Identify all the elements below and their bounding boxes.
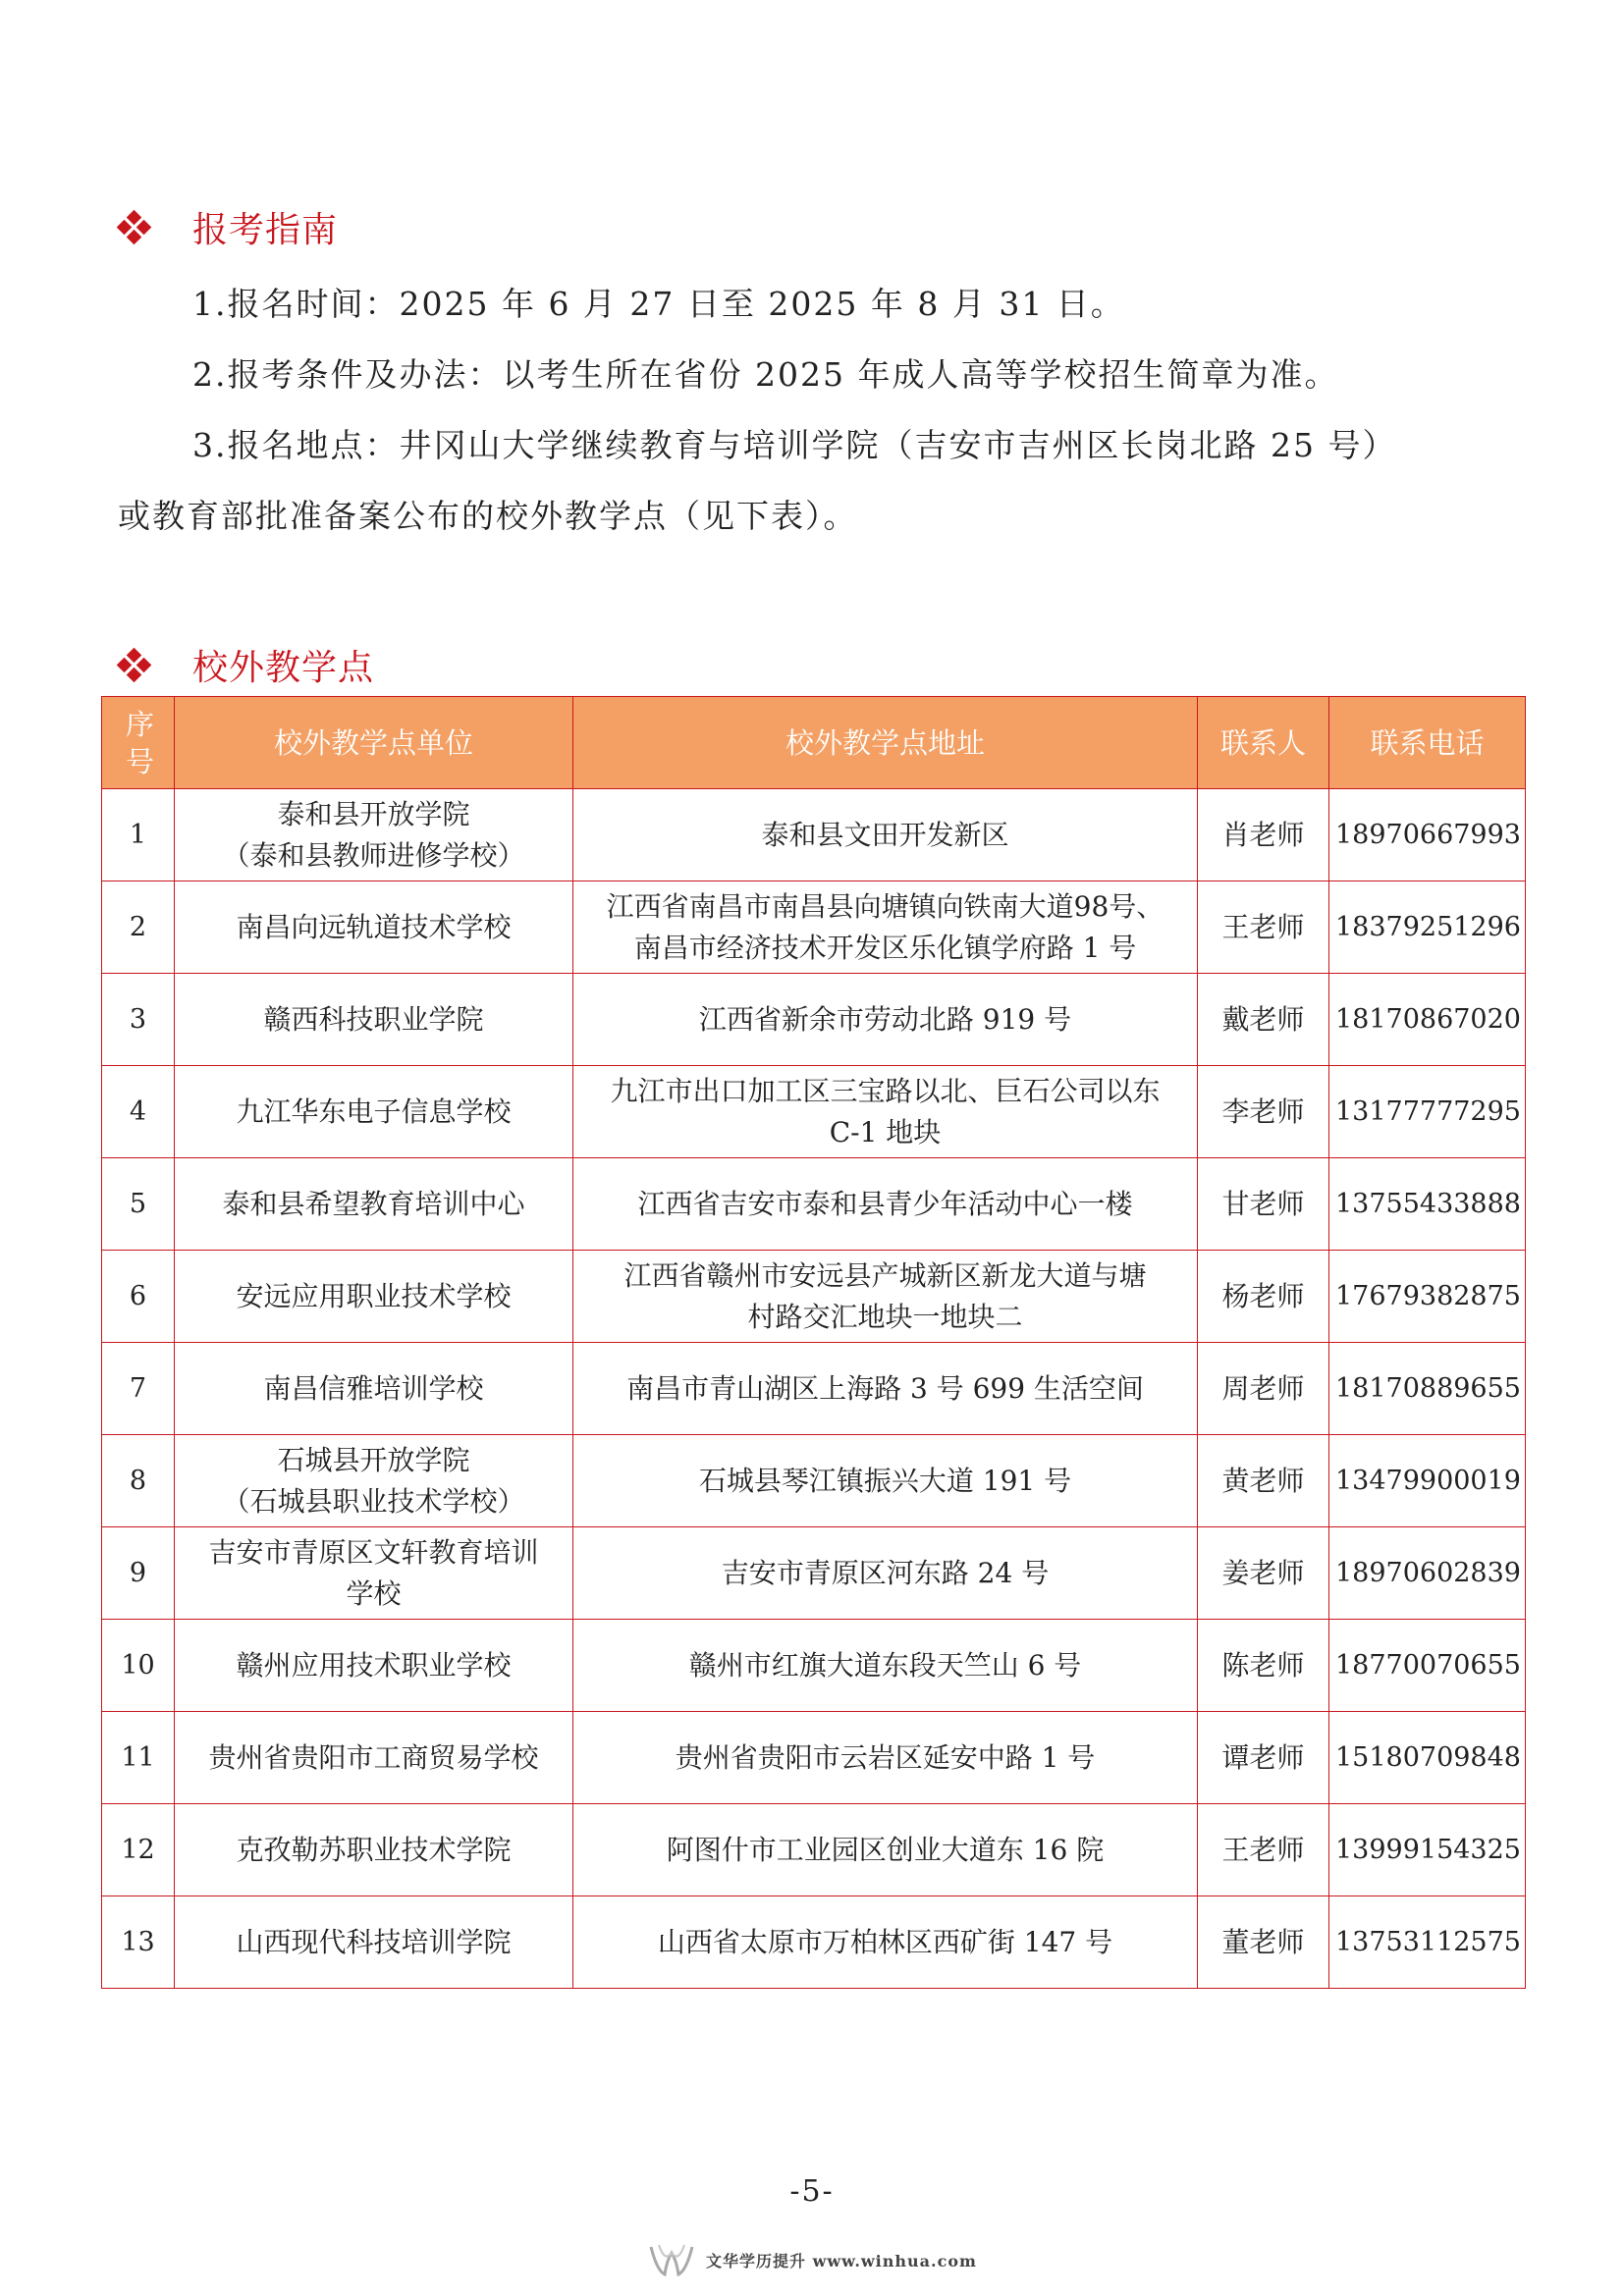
cell-no: 11: [102, 1712, 175, 1804]
guide-item: 2.报考条件及办法：以考生所在省份 2025 年成人高等学校招生简章为准。: [192, 355, 1339, 394]
guide-body: [118, 269, 1512, 552]
guide-heading: [118, 202, 338, 252]
table-row: [102, 881, 1526, 974]
cell-contact: 李老师: [1198, 1066, 1329, 1158]
unit-line: 泰和县开放学院: [277, 797, 470, 830]
table-row: [102, 1066, 1526, 1158]
cell-phone: 13177777295: [1329, 1066, 1526, 1158]
cell-contact: 杨老师: [1198, 1251, 1329, 1343]
points-heading: [118, 640, 374, 690]
cell-no: 9: [102, 1527, 175, 1620]
cell-address: [573, 1620, 1198, 1712]
address-line: 江西省南昌市南昌县向塘镇向铁南大道98号、: [606, 889, 1164, 923]
cell-unit: [175, 1435, 573, 1527]
table-row: [102, 1896, 1526, 1989]
cell-contact: 董老师: [1198, 1896, 1329, 1989]
points-title: 校外教学点: [192, 648, 375, 688]
cell-unit: [175, 1620, 573, 1712]
address-line: 村路交汇地块一地块二: [747, 1300, 1023, 1333]
table-row: [102, 789, 1526, 881]
table-header-row: [102, 697, 1526, 789]
cell-no: 6: [102, 1251, 175, 1343]
cell-phone: 15180709848: [1329, 1712, 1526, 1804]
cell-no: 4: [102, 1066, 175, 1158]
cell-unit: [175, 1896, 573, 1989]
cell-phone: 18770070655: [1329, 1620, 1526, 1712]
cell-phone: 18170889655: [1329, 1343, 1526, 1435]
diamond-bullet-icon: [118, 211, 151, 244]
table-row: [102, 1712, 1526, 1804]
table-row: [102, 1527, 1526, 1620]
table-row: [102, 1620, 1526, 1712]
unit-line: （石城县职业技术学校）: [222, 1484, 525, 1518]
cell-phone: 17679382875: [1329, 1251, 1526, 1343]
address-line: 江西省赣州市安远县产城新区新龙大道与塘: [623, 1258, 1147, 1292]
diamond-bullet-icon: [118, 649, 151, 682]
cell-unit: [175, 1804, 573, 1896]
cell-no: 7: [102, 1343, 175, 1435]
table-row: [102, 974, 1526, 1066]
cell-phone: 13755433888: [1329, 1158, 1526, 1251]
table-row: [102, 1158, 1526, 1251]
cell-contact: 戴老师: [1198, 974, 1329, 1066]
table-row: [102, 1804, 1526, 1896]
address-line: 吉安市青原区河东路 24 号: [721, 1556, 1050, 1589]
cell-contact: 谭老师: [1198, 1712, 1329, 1804]
unit-line: 九江华东电子信息学校: [236, 1095, 512, 1128]
unit-line: 安远应用职业技术学校: [236, 1279, 512, 1312]
cell-no: 2: [102, 881, 175, 974]
cell-unit: [175, 1066, 573, 1158]
address-line: 江西省吉安市泰和县青少年活动中心一楼: [637, 1187, 1133, 1220]
cell-phone: 13479900019: [1329, 1435, 1526, 1527]
guide-continuation: 或教育部批准备案公布的校外教学点（见下表）。: [118, 497, 858, 535]
table-row: [102, 1343, 1526, 1435]
unit-line: 泰和县希望教育培训中心: [222, 1187, 525, 1220]
cell-phone: 13753112575: [1329, 1896, 1526, 1989]
unit-line: 贵州省贵阳市工商贸易学校: [208, 1740, 539, 1774]
cell-unit: [175, 881, 573, 974]
unit-line: 山西现代科技培训学院: [236, 1925, 512, 1958]
cell-contact: 甘老师: [1198, 1158, 1329, 1251]
table-row: [102, 1435, 1526, 1527]
cell-unit: [175, 974, 573, 1066]
cell-address: [573, 1804, 1198, 1896]
cell-address: [573, 1343, 1198, 1435]
address-line: 南昌市经济技术开发区乐化镇学府路 1 号: [633, 931, 1137, 964]
cell-contact: 周老师: [1198, 1343, 1329, 1435]
cell-address: [573, 789, 1198, 881]
table-row: [102, 1251, 1526, 1343]
teaching-points-table: [101, 696, 1526, 1989]
header-no: 序号: [102, 697, 175, 789]
page-number: -5-: [789, 2174, 835, 2209]
cell-contact: 肖老师: [1198, 789, 1329, 881]
cell-phone: 18970667993: [1329, 789, 1526, 881]
unit-line: 克孜勒苏职业技术学院: [236, 1833, 512, 1866]
cell-unit: [175, 1158, 573, 1251]
address-line: 山西省太原市万柏林区西矿街 147 号: [657, 1925, 1113, 1958]
cell-phone: 18170867020: [1329, 974, 1526, 1066]
header-address: 校外教学点地址: [573, 697, 1198, 789]
unit-line: 赣西科技职业学院: [263, 1002, 484, 1036]
cell-contact: 王老师: [1198, 881, 1329, 974]
address-line: C-1 地块: [829, 1115, 942, 1148]
cell-unit: [175, 1712, 573, 1804]
address-line: 南昌市青山湖区上海路 3 号 699 生活空间: [626, 1371, 1144, 1405]
cell-address: [573, 1712, 1198, 1804]
cell-no: 13: [102, 1896, 175, 1989]
unit-line: 南昌信雅培训学校: [263, 1371, 484, 1405]
cell-no: 3: [102, 974, 175, 1066]
cell-unit: [175, 1343, 573, 1435]
guide-title: 报考指南: [192, 210, 339, 250]
cell-phone: 18970602839: [1329, 1527, 1526, 1620]
cell-no: 5: [102, 1158, 175, 1251]
cell-address: [573, 881, 1198, 974]
cell-address: [573, 1435, 1198, 1527]
address-line: 赣州市红旗大道东段天竺山 6 号: [688, 1648, 1082, 1682]
guide-item: 3.报名地点：井冈山大学继续教育与培训学院（吉安市吉州区长岗北路 25 号）: [192, 426, 1397, 464]
header-contact: 联系人: [1198, 697, 1329, 789]
cell-contact: 黄老师: [1198, 1435, 1329, 1527]
winhua-logo-icon: [647, 2241, 696, 2278]
unit-line: （泰和县教师进修学校）: [222, 838, 525, 872]
unit-line: 石城县开放学院: [277, 1443, 470, 1476]
cell-no: 1: [102, 789, 175, 881]
unit-line: 赣州应用技术职业学校: [236, 1648, 512, 1682]
address-line: 贵州省贵阳市云岩区延安中路 1 号: [675, 1740, 1096, 1774]
address-line: 石城县琴江镇振兴大道 191 号: [698, 1464, 1072, 1497]
cell-address: [573, 1527, 1198, 1620]
address-line: 阿图什市工业园区创业大道东 16 院: [666, 1833, 1105, 1866]
cell-unit: [175, 1251, 573, 1343]
cell-no: 10: [102, 1620, 175, 1712]
cell-unit: [175, 1527, 573, 1620]
cell-address: [573, 1251, 1198, 1343]
header-unit: 校外教学点单位: [175, 697, 573, 789]
cell-phone: 13999154325: [1329, 1804, 1526, 1896]
footer-text: 文华学历提升 www.winhua.com: [706, 2251, 977, 2270]
cell-unit: [175, 789, 573, 881]
cell-contact: 陈老师: [1198, 1620, 1329, 1712]
header-phone: 联系电话: [1329, 697, 1526, 789]
unit-line: 吉安市青原区文轩教育培训: [208, 1535, 539, 1569]
cell-contact: 姜老师: [1198, 1527, 1329, 1620]
guide-item: 1.报名时间：2025 年 6 月 27 日至 2025 年 8 月 31 日。: [192, 285, 1125, 323]
cell-address: [573, 1066, 1198, 1158]
address-line: 泰和县文田开发新区: [761, 818, 1009, 851]
cell-address: [573, 1158, 1198, 1251]
unit-line: 南昌向远轨道技术学校: [236, 910, 512, 943]
cell-phone: 18379251296: [1329, 881, 1526, 974]
unit-line: 学校: [346, 1576, 402, 1610]
footer: [0, 2241, 1624, 2278]
cell-no: 12: [102, 1804, 175, 1896]
address-line: 九江市出口加工区三宝路以北、巨石公司以东: [610, 1074, 1161, 1107]
cell-address: [573, 974, 1198, 1066]
cell-contact: 王老师: [1198, 1804, 1329, 1896]
cell-address: [573, 1896, 1198, 1989]
address-line: 江西省新余市劳动北路 919 号: [698, 1002, 1072, 1036]
cell-no: 8: [102, 1435, 175, 1527]
